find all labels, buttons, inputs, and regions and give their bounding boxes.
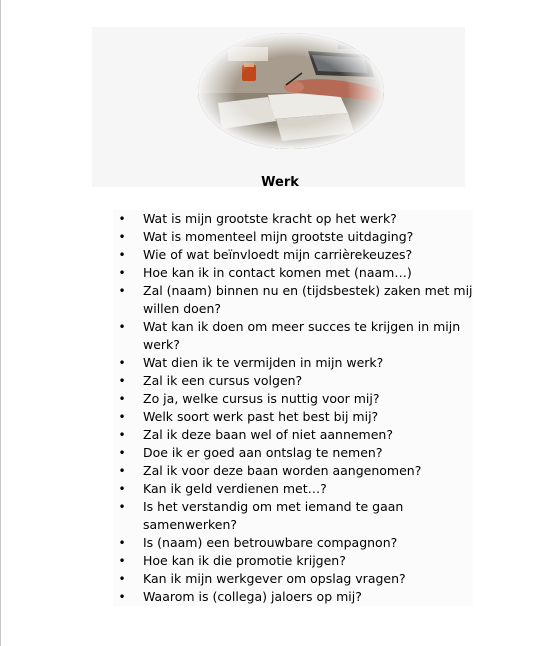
question-text: Welk soort werk past het best bij mij? xyxy=(143,409,379,424)
question-text: Wie of wat beïnvloedt mijn carrièrekeuzes? xyxy=(143,247,413,262)
desk-photo-icon xyxy=(198,33,384,149)
question-text: Hoe kan ik die promotie krijgen? xyxy=(143,553,346,568)
bullet-icon: • xyxy=(118,428,126,442)
question-text: Hoe kan ik in contact komen met (naam…) xyxy=(143,265,412,280)
bullet-icon: • xyxy=(118,572,126,586)
question-text: Wat is mijn grootste kracht op het werk? xyxy=(143,211,397,226)
list-item xyxy=(113,246,473,264)
bullet-icon: • xyxy=(118,392,126,406)
list-item xyxy=(113,282,473,318)
question-text: Is het verstandig om met iemand te gaan samenwerken? xyxy=(143,499,404,532)
bullet-icon: • xyxy=(118,212,126,226)
list-item xyxy=(113,264,473,282)
question-text: Zal (naam) binnen nu en (tijdsbestek) zaken met mij willen doen? xyxy=(143,283,473,316)
bullet-icon: • xyxy=(118,482,126,496)
bullet-icon: • xyxy=(118,266,126,280)
question-text: Wat is momenteel mijn grootste uitdaging? xyxy=(143,229,414,244)
list-item xyxy=(113,570,473,588)
question-text: Zal ik een cursus volgen? xyxy=(143,373,303,388)
list-item xyxy=(113,372,473,390)
list-item xyxy=(113,462,473,480)
list-item xyxy=(113,354,473,372)
bullet-icon: • xyxy=(118,536,126,550)
list-item xyxy=(113,426,473,444)
question-text: Doe ik er goed aan ontslag te nemen? xyxy=(143,445,383,460)
question-text: Kan ik geld verdienen met…? xyxy=(143,481,327,496)
bullet-icon: • xyxy=(118,590,126,604)
bullet-icon: • xyxy=(118,248,126,262)
bullet-icon: • xyxy=(118,446,126,460)
list-item xyxy=(113,210,473,228)
question-list xyxy=(113,210,473,606)
list-item xyxy=(113,228,473,246)
list-item xyxy=(113,318,473,354)
page-title: Werk xyxy=(261,175,299,190)
question-text: Zo ja, welke cursus is nuttig voor mij? xyxy=(143,391,380,406)
list-item xyxy=(113,408,473,426)
bullet-icon: • xyxy=(118,500,126,514)
list-item xyxy=(113,534,473,552)
list-item xyxy=(113,588,473,606)
question-text: Waarom is (collega) jaloers op mij? xyxy=(143,589,362,604)
bullet-icon: • xyxy=(118,320,126,334)
question-text: Zal ik voor deze baan worden aangenomen? xyxy=(143,463,422,478)
question-text: Is (naam) een betrouwbare compagnon? xyxy=(143,535,398,550)
header-photo-block xyxy=(92,27,465,187)
list-item xyxy=(113,444,473,462)
bullet-icon: • xyxy=(118,356,126,370)
bullet-icon: • xyxy=(118,464,126,478)
list-item xyxy=(113,552,473,570)
list-item xyxy=(113,390,473,408)
bullet-icon: • xyxy=(118,554,126,568)
question-text: Zal ik deze baan wel of niet aannemen? xyxy=(143,427,393,442)
bullet-icon: • xyxy=(118,284,126,298)
list-item xyxy=(113,498,473,534)
bullet-icon: • xyxy=(118,374,126,388)
question-text: Wat kan ik doen om meer succes te krijgen in mijn werk? xyxy=(143,319,461,352)
question-text: Kan ik mijn werkgever om opslag vragen? xyxy=(143,571,406,586)
question-text: Wat dien ik te vermijden in mijn werk? xyxy=(143,355,384,370)
page-left-edge xyxy=(0,0,1,646)
bullet-icon: • xyxy=(118,230,126,244)
list-item xyxy=(113,480,473,498)
bullet-icon: • xyxy=(118,410,126,424)
